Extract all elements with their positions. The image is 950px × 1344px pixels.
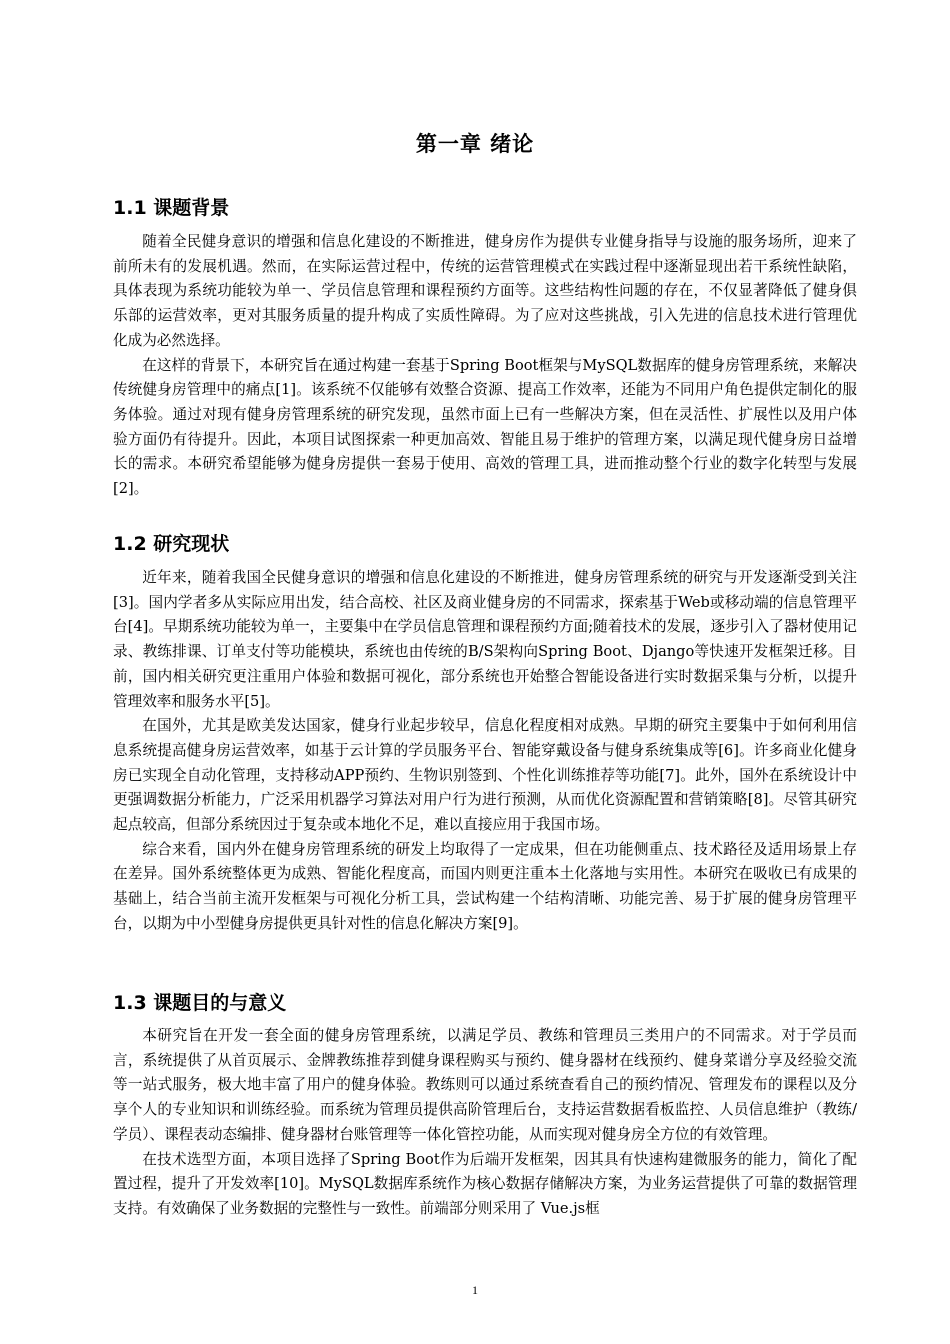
section-body-1-2 bbox=[113, 566, 857, 937]
paragraph: 在这样的背景下，本研究旨在通过构建一套基于Spring Boot框架与MySQL数据库的健身房管理系统，来解决传统健身房管理中的痛点[1]。该系统不仅能够有效整合资源、提高工作效率，还能为不同用户角色提供定制化的服务体验。通过对现有健身房管理系统的研究发现，虽然市面上已有一些解决方案，但在灵活性、扩展性以及用户体验方面仍有待提升。因此，本项目试图探索一种更加高效、智能且易于维护的管理方案，以满足现代健身房日益增长的需求。本研究希望能够为健身房提供一套易于使用、高效的管理工具，进而推动整个行业的数字化转型与发展[2]。 bbox=[113, 356, 857, 498]
paragraph: 综合来看，国内外在健身房管理系统的研发上均取得了一定成果，但在功能侧重点、技术路径及适用场景上存在差异。国外系统整体更为成熟、智能化程度高，而国内则更注重本土化落地与实用性。本研究在吸收已有成果的基础上，结合当前主流开发框架与可视化分析工具，尝试构建一个结构清晰、功能完善、易于扩展的健身房管理平台，以期为中小型健身房提供更具针对性的信息化解决方案[9]。 bbox=[113, 840, 857, 932]
section-body-1-3 bbox=[113, 1024, 857, 1222]
section-heading-1-3: 1.3 课题目的与意义 bbox=[113, 992, 287, 1014]
paragraph: 在技术选型方面，本项目选择了Spring Boot作为后端开发框架，因其具有快速构建微服务的能力，简化了配置过程，提升了开发效率[10]。MySQL数据库系统作为核心数据存储解决方案，为业务运营提供了可靠的数据管理支持。有效确保了业务数据的完整性与一致性。前端部分则采用了 Vue.js框 bbox=[113, 1150, 857, 1217]
section-heading-1-1: 1.1 课题背景 bbox=[113, 197, 230, 219]
paragraph: 在国外，尤其是欧美发达国家，健身行业起步较早，信息化程度相对成熟。早期的研究主要集中于如何利用信息系统提高健身房运营效率，如基于云计算的学员服务平台、智能穿戴设备与健身系统集成等[6]。许多商业化健身房已实现全自动化管理，支持移动APP预约、生物识别签到、个性化训练推荐等功能[7]。此外，国外在系统设计中更强调数据分析能力，广泛采用机器学习算法对用户行为进行预测，从而优化资源配置和营销策略[8]。尽管其研究起点较高，但部分系统因过于复杂或本地化不足，难以直接应用于我国市场。 bbox=[113, 717, 857, 834]
section-heading-1-2: 1.2 研究现状 bbox=[113, 533, 230, 555]
page-number: 1 bbox=[472, 1283, 478, 1297]
paragraph: 随着全民健身意识的增强和信息化建设的不断推进，健身房作为提供专业健身指导与设施的服务场所，迎来了前所未有的发展机遇。然而，在实际运营过程中，传统的运营管理模式在实践过程中逐渐显现出若干系统性缺陷，具体表现为系统功能较为单一、学员信息管理和课程预约方面等。这些结构性问题的存在，不仅显著降低了健身俱乐部的运营效率，更对其服务质量的提升构成了实质性障碍。为了应对这些挑战，引入先进的信息技术进行管理优化成为必然选择。 bbox=[113, 233, 857, 349]
paragraph: 近年来，随着我国全民健身意识的增强和信息化建设的不断推进，健身房管理系统的研究与开发逐渐受到关注[3]。国内学者多从实际应用出发，结合高校、社区及商业健身房的不同需求，探索基于Web或移动端的信息管理平台[4]。早期系统功能较为单一，主要集中在学员信息管理和课程预约方面;随着技术的发展，逐步引入了器材使用记录、教练排课、订单支付等功能模块，系统也由传统的B/S架构向Spring Boot、Django等快速开发框架迁移。目前，国内相关研究更注重用户体验和数据可视化，部分系统也开始整合智能设备进行实时数据采集与分析，以提升管理效率和服务水平[5]。 bbox=[113, 569, 857, 710]
chapter-title: 第一章 绪论 bbox=[415, 132, 535, 156]
section-body-1-1 bbox=[113, 230, 857, 502]
paragraph: 本研究旨在开发一套全面的健身房管理系统，以满足学员、教练和管理员三类用户的不同需求。对于学员而言，系统提供了从首页展示、金牌教练推荐到健身课程购买与预约、健身器材在线预约、健身菜谱分享及经验交流等一站式服务，极大地丰富了用户的健身体验。教练则可以通过系统查看自己的预约情况、管理发布的课程以及分享个人的专业知识和训练经验。而系统为管理员提供高阶管理后台，支持运营数据看板监控、人员信息维护（教练/学员）、课程表动态编排、健身器材台账管理等一体化管控功能，从而实现对健身房全方位的有效管理。 bbox=[113, 1027, 857, 1143]
